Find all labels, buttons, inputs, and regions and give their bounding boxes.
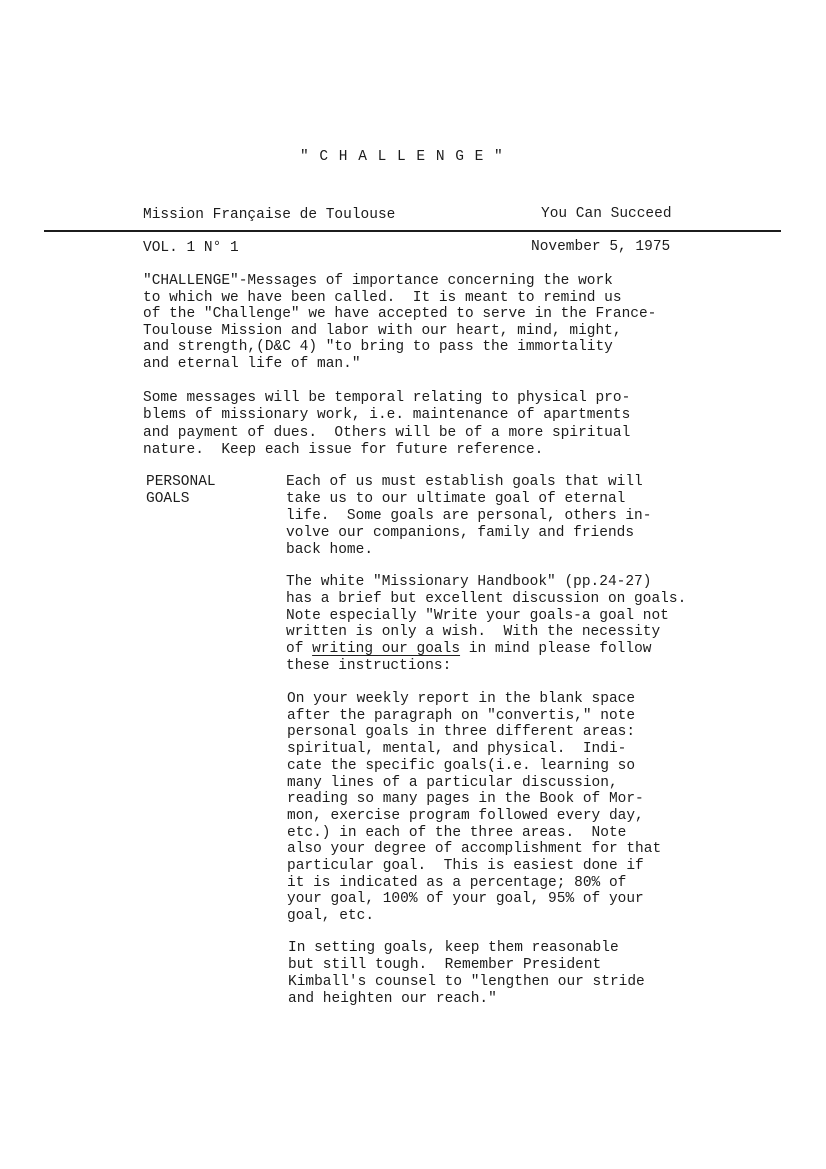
text-line: but still tough. Remember President xyxy=(288,956,602,973)
text-line: cate the specific goals(i.e. learning so xyxy=(287,757,636,774)
text-line: and heighten our reach." xyxy=(288,990,497,1007)
goals-paragraph-3 xyxy=(287,691,661,925)
heading-line: PERSONAL xyxy=(146,474,216,490)
text-line xyxy=(286,641,686,658)
text-line: life. Some goals are personal, others in- xyxy=(286,507,652,524)
text-line: blems of missionary work, i.e. maintenance of apartments xyxy=(143,407,631,424)
text-line: of the "Challenge" we have accepted to serve in the France- xyxy=(143,306,657,323)
text-line: has a brief but excellent discussion on goals. xyxy=(286,590,687,607)
text-line: written is only a wish. With the necessity xyxy=(286,624,661,641)
notice-paragraph xyxy=(143,390,630,459)
text-line: it is indicated as a percentage; 80% of xyxy=(287,874,627,891)
text-line: spiritual, mental, and physical. Indi- xyxy=(287,741,627,758)
text-line: In setting goals, keep them reasonable xyxy=(288,940,619,956)
text-line: nature. Keep each issue for future reference. xyxy=(143,441,544,458)
text-line: The white "Missionary Handbook" (pp.24-27) xyxy=(286,574,652,590)
tagline: You Can Succeed xyxy=(541,206,672,222)
text-line: etc.) in each of the three areas. Note xyxy=(287,824,627,841)
intro-paragraph xyxy=(143,273,656,373)
text-line: back home. xyxy=(286,541,374,558)
text-line: personal goals in three different areas: xyxy=(287,724,636,741)
issue-date: November 5, 1975 xyxy=(531,239,671,255)
text-line: and payment of dues. Others will be of a more spiritual xyxy=(143,424,631,441)
text-line: goal, etc. xyxy=(287,908,375,925)
text-line: take us to our ultimate goal of eternal xyxy=(286,490,626,507)
heading-line: GOALS xyxy=(146,491,190,507)
volume-number: VOL. 1 N° 1 xyxy=(143,240,239,256)
text-line: Note especially "Write your goals-a goal not xyxy=(286,607,669,624)
text-fragment: of xyxy=(286,641,313,658)
text-line: many lines of a particular discussion, xyxy=(287,774,618,791)
text-line: Each of us must establish goals that will xyxy=(286,474,643,490)
header-divider xyxy=(44,230,781,232)
text-line: On your weekly report in the blank space xyxy=(287,691,636,707)
underlined-phrase: writing our goals xyxy=(312,641,461,658)
text-line: Some messages will be temporal relating to physical pro- xyxy=(143,390,631,406)
mission-name: Mission Française de Toulouse xyxy=(143,207,396,223)
goals-paragraph-2 xyxy=(286,574,686,675)
text-line: after the paragraph on "convertis," note xyxy=(287,707,636,724)
text-line: volve our companions, family and friends xyxy=(286,524,635,541)
text-line: reading so many pages in the Book of Mor- xyxy=(287,791,644,808)
text-line: particular goal. This is easiest done if xyxy=(287,858,644,875)
text-line: Kimball's counsel to "lengthen our stride xyxy=(288,973,645,990)
text-line: "CHALLENGE"-Messages of importance concerning the work xyxy=(143,273,613,289)
goals-paragraph-4 xyxy=(288,940,645,1008)
section-heading xyxy=(146,474,216,508)
text-line: and strength,(D&C 4) "to bring to pass the immortality xyxy=(143,339,613,356)
text-line: your goal, 100% of your goal, 95% of your xyxy=(287,891,644,908)
text-line: these instructions: xyxy=(286,657,452,674)
newsletter-title: " C H A L L E N G E " xyxy=(300,149,504,165)
text-line: mon, exercise program followed every day, xyxy=(287,807,644,824)
text-line: to which we have been called. It is meant to remind us xyxy=(143,289,622,306)
text-line: Toulouse Mission and labor with our heart, mind, might, xyxy=(143,322,622,339)
text-line: also your degree of accomplishment for that xyxy=(287,841,662,858)
goals-paragraph-1 xyxy=(286,474,651,559)
text-line: and eternal life of man." xyxy=(143,355,361,372)
text-fragment: in mind please follow xyxy=(460,641,652,658)
